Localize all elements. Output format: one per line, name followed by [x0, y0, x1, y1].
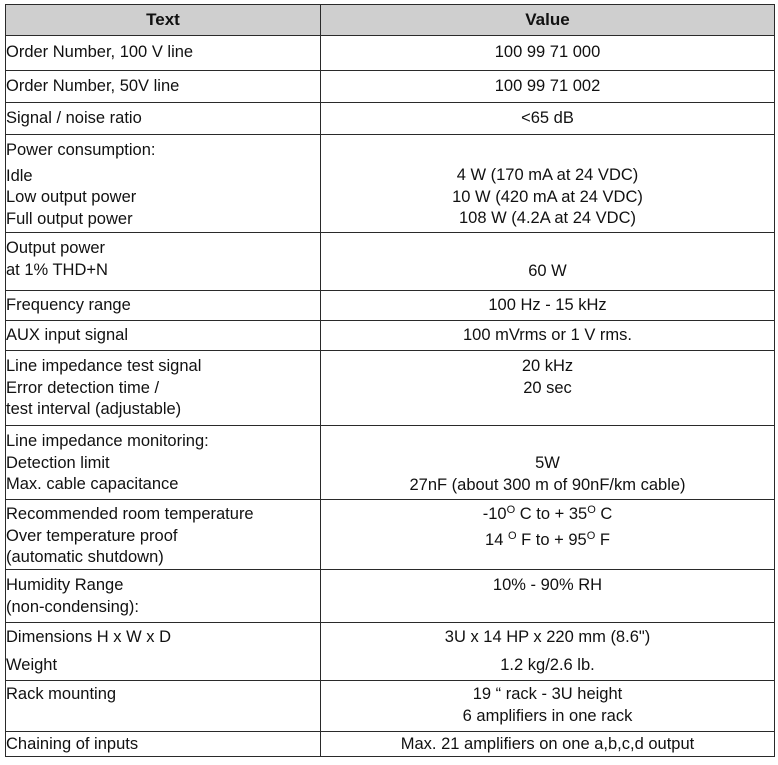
table-row: [6, 233, 775, 291]
label-line: test interval (adjustable): [6, 400, 182, 418]
label-line: Idle: [6, 166, 33, 185]
row-value: 100 Hz - 15 kHz: [321, 291, 775, 321]
value-line: 108 W (4.2A at 24 VDC): [459, 209, 636, 227]
value-line: 6 amplifiers in one rack: [462, 706, 633, 725]
fahrenheit-range: 14 $^O$ F to + $95^O$ F: [485, 529, 610, 549]
spec-table: [5, 4, 775, 757]
table-row: [6, 681, 775, 732]
label-line: Dimensions H x W x D: [6, 628, 172, 646]
row-value: [321, 135, 775, 233]
header-text: Text: [6, 5, 321, 36]
row-value: [321, 426, 775, 500]
label-line: Max. cable capacitance: [6, 475, 179, 493]
row-label: [6, 500, 321, 570]
row-label: Order Number, 50V line: [6, 71, 321, 103]
table-row: [6, 291, 775, 321]
row-value: 100 99 71 000: [321, 36, 775, 71]
label-line: at 1% THD+N: [6, 260, 108, 279]
table-row: [6, 732, 775, 757]
table-row: [6, 36, 775, 71]
table-row: [6, 71, 775, 103]
row-value: <65 dB: [321, 103, 775, 135]
row-label: Chaining of inputs: [6, 732, 321, 757]
table-row: [6, 351, 775, 426]
row-label: Rack mounting: [6, 681, 321, 732]
row-value: 60 W: [321, 233, 775, 291]
row-label: Order Number, 100 V line: [6, 36, 321, 71]
row-value: [321, 623, 775, 681]
row-value: 10% - 90% RH: [321, 570, 775, 623]
table-row: [6, 135, 775, 233]
row-label: [6, 426, 321, 500]
label-line: (automatic shutdown): [6, 548, 164, 566]
label-line: Line impedance test signal: [6, 357, 202, 375]
value-line: 1.2 kg/2.6 lb.: [500, 655, 595, 674]
degree-symbol: O: [587, 504, 596, 516]
value-line: 27nF (about 300 m of 90nF/km cable): [409, 475, 686, 494]
label-line: Recommended room temperature: [6, 505, 254, 523]
value-line: 10 W (420 mA at 24 VDC): [452, 187, 643, 206]
label-line: Humidity Range: [6, 576, 124, 594]
row-value: [321, 500, 775, 570]
label-line: Error detection time /: [6, 378, 160, 397]
degree-symbol: O: [506, 504, 516, 516]
label-line: Detection limit: [6, 453, 110, 472]
row-value: [321, 351, 775, 426]
degree-symbol: O: [507, 529, 517, 542]
row-label: [6, 351, 321, 426]
row-label: [6, 570, 321, 623]
value-line: 5W: [535, 454, 560, 472]
row-label: [6, 623, 321, 681]
table-row: [6, 500, 775, 570]
value-line: 20 kHz: [521, 357, 574, 375]
value-line: 4 W (170 mA at 24 VDC): [456, 166, 639, 184]
value-line: 20 sec: [523, 378, 572, 397]
label-line: Over temperature proof: [6, 526, 178, 545]
header-row: [6, 5, 775, 36]
table-row: [6, 570, 775, 623]
table-row: [6, 426, 775, 500]
label-line: Output power: [6, 239, 106, 257]
label-line: Low output power: [6, 188, 137, 206]
row-value: Max. 21 amplifiers on one a,b,c,d output: [321, 732, 775, 757]
row-value: 100 mVrms or 1 V rms.: [321, 321, 775, 351]
value-line: 3U x 14 HP x 220 mm (8.6"): [444, 628, 651, 646]
row-value: [321, 681, 775, 732]
row-label: [6, 233, 321, 291]
table-row: [6, 321, 775, 351]
label-line: Power consumption:: [6, 141, 156, 159]
celsius-range: $-10^O$ C to + $35^O$ C: [482, 504, 613, 523]
value-line: 19 “ rack - 3U height: [472, 685, 623, 703]
label-line: Weight: [6, 655, 58, 674]
table-row: [6, 623, 775, 681]
label-line: (non-condensing):: [6, 597, 139, 616]
row-label: Signal / noise ratio: [6, 103, 321, 135]
row-label: Frequency range: [6, 291, 321, 321]
row-value: 100 99 71 002: [321, 71, 775, 103]
table-row: [6, 103, 775, 135]
header-value: Value: [321, 5, 775, 36]
row-label: [6, 135, 321, 233]
row-label: AUX input signal: [6, 321, 321, 351]
degree-symbol: O: [586, 529, 596, 542]
label-line: Full output power: [6, 209, 133, 228]
label-line: Line impedance monitoring:: [6, 432, 209, 450]
